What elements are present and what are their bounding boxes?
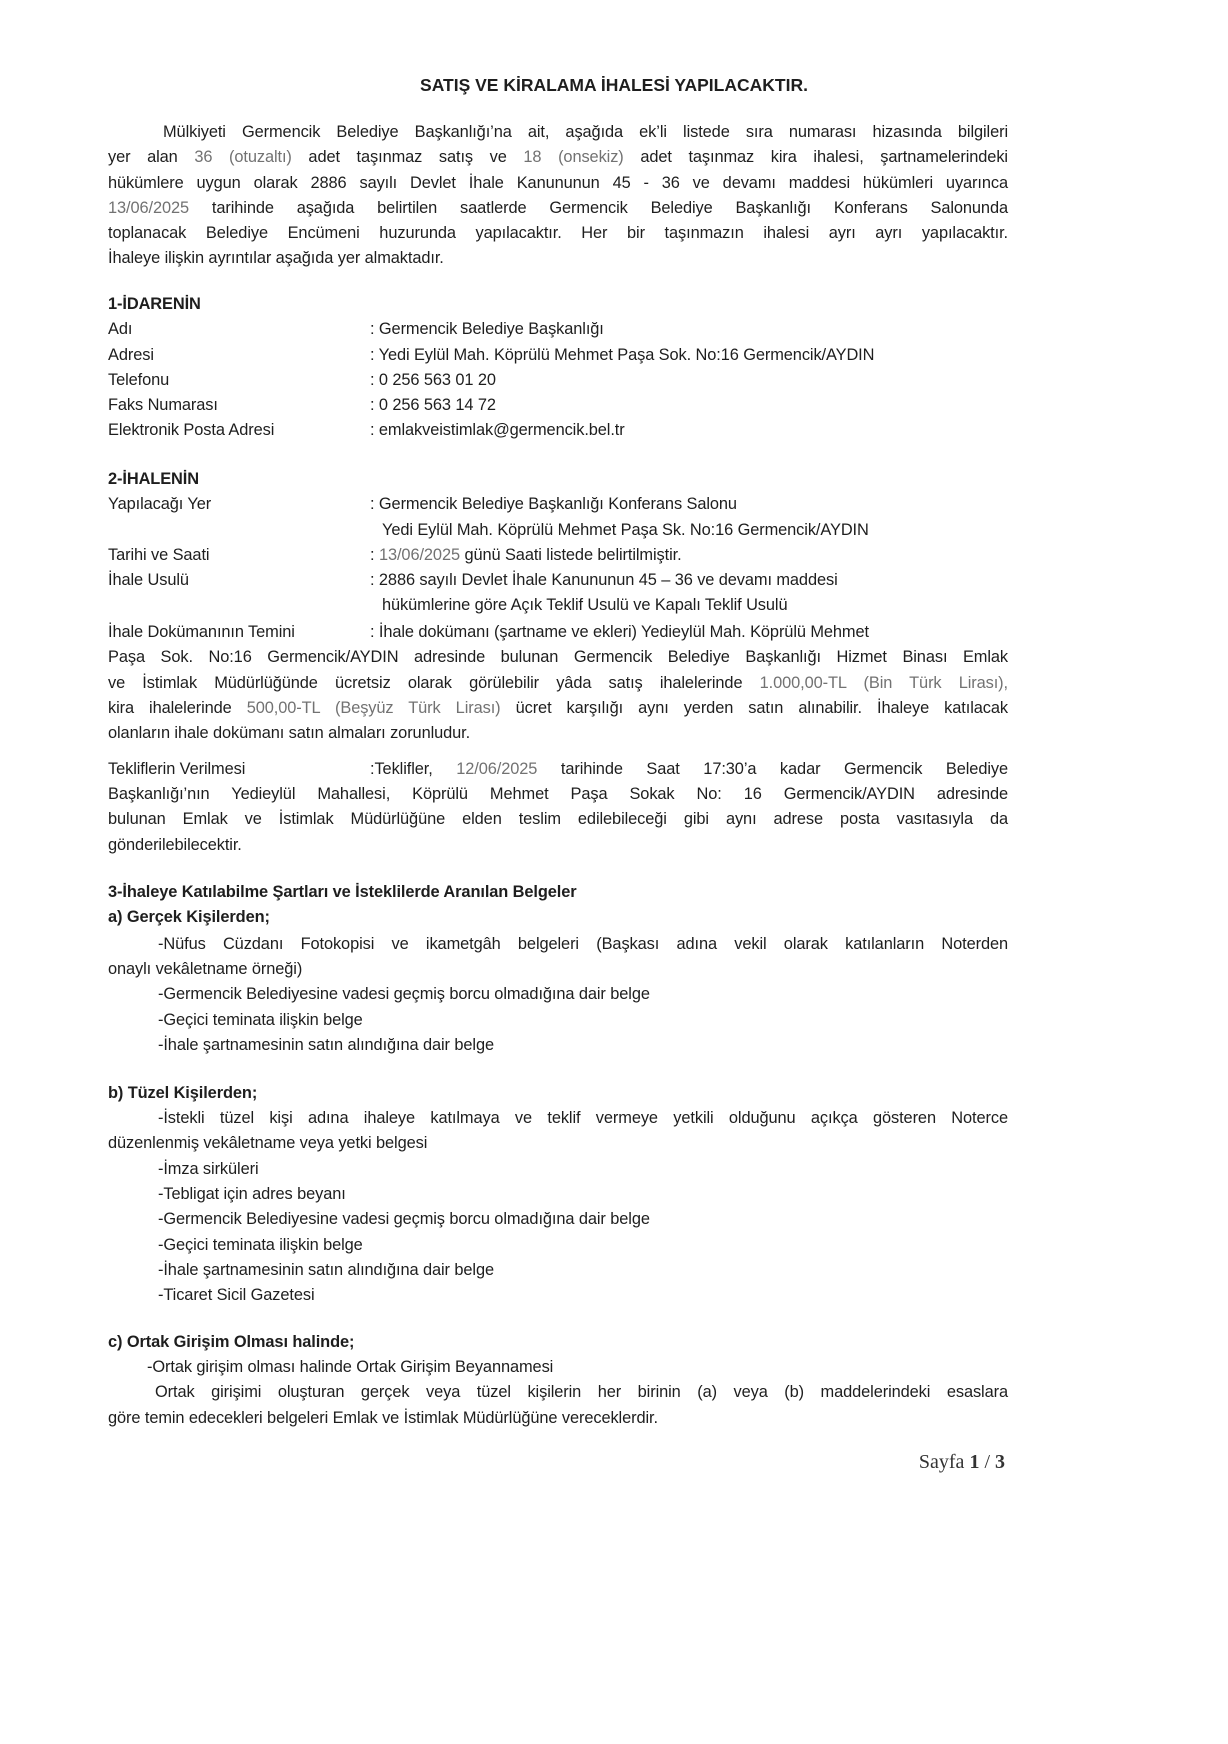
section-idare — [108, 292, 1008, 444]
info-row — [108, 368, 1008, 393]
paragraph-line: Başkanlığı’nın Yedieylül Mahallesi, Köprülü Mehmet Paşa Sokak No: 16 Germencik/AYDIN adresinde — [108, 785, 1008, 804]
paragraph-line — [108, 696, 1008, 721]
list-item: -Germencik Belediyesine vadesi geçmiş borcu olmadığına dair belge — [158, 985, 650, 1004]
intro-text: adet taşınmaz satış ve — [308, 148, 507, 167]
list-item: -Tebligat için adres beyanı — [158, 1185, 346, 1204]
date-note: günü Saati listede belirtilmiştir. — [464, 545, 682, 564]
info-label: Adresi — [108, 345, 154, 364]
subsection-heading: c) Ortak Girişim Olması halinde; — [108, 1332, 355, 1351]
requirement-list — [108, 1106, 1008, 1308]
intro-line: hükümlere uygun olarak 2886 sayılı Devlet İhale Kanununun 45 - 36 ve devamı maddesi hükümleri uyarınca — [108, 173, 1008, 192]
info-value-continued: hükümlerine göre Açık Teklif Usulü ve Kapalı Teklif Usulü — [382, 596, 788, 615]
info-value: : 2886 sayılı Devlet İhale Kanununun 45 – 36 ve devamı maddesi — [370, 571, 838, 590]
offer-deadline-date: 12/06/2025 — [456, 759, 538, 778]
page-label: Sayfa — [918, 1451, 965, 1473]
intro-line: toplanacak Belediye Encümeni huzurunda yapılacaktır. Her bir taşınmazın ihalesi ayrı ayrı yapılacaktır. — [108, 224, 1008, 243]
rent-fee: 500,00-TL (Beşyüz Türk Lirası) — [246, 698, 501, 717]
info-label: Faks Numarası — [108, 396, 218, 415]
paragraph-line: Paşa Sok. No:16 Germencik/AYDIN adresinde bulunan Germencik Belediye Başkanlığı Hizmet Binası Emlak — [108, 648, 1008, 667]
info-value: : Yedi Eylül Mah. Köprülü Mehmet Paşa Sok. No:16 Germencik/AYDIN — [370, 345, 875, 364]
info-row — [108, 418, 1008, 443]
info-value: : Germencik Belediye Başkanlığı Konferans Salonu — [370, 495, 737, 514]
info-label: Yapılacağı Yer — [108, 495, 212, 514]
info-value — [370, 757, 1008, 782]
intro-line — [108, 145, 1008, 170]
section-ihale — [108, 467, 1008, 619]
joint-venture-block — [108, 1330, 1008, 1431]
intro-text: yer alan — [108, 148, 178, 167]
paragraph-line: olanların ihale dokümanı satın almaları zorunludur. — [108, 724, 471, 743]
paragraph-text: ve İstimlak Müdürlüğünde ücretsiz olarak görülebilir yâda satış ihalelerinde — [108, 673, 743, 692]
list-item: -Geçici teminata ilişkin belge — [158, 1235, 363, 1254]
document-body — [108, 120, 1008, 1431]
sale-count: 36 (otuzaltı) — [194, 148, 292, 167]
sale-fee: 1.000,00-TL (Bin Türk Lirası), — [759, 673, 1008, 692]
section-heading: 2-İHALENİN — [108, 469, 199, 488]
info-label: Adı — [108, 320, 133, 339]
rent-count: 18 (onsekiz) — [523, 148, 624, 167]
info-row — [108, 543, 1008, 568]
document-title: SATIŞ VE KİRALAMA İHALESİ YAPILACAKTIR. — [420, 75, 808, 95]
documents-paragraph — [108, 620, 1008, 746]
info-value-continued: Yedi Eylül Mah. Köprülü Mehmet Paşa Sk. No:16 Germencik/AYDIN — [382, 520, 869, 539]
info-label: Elektronik Posta Adresi — [108, 421, 275, 440]
offers-paragraph — [108, 757, 1008, 858]
legal-persons-block — [108, 1081, 1008, 1309]
info-row — [108, 317, 1008, 342]
info-value: : emlakveistimlak@germencik.bel.tr — [370, 421, 625, 440]
real-persons-block — [108, 905, 1008, 1058]
info-value: : İhale dokümanı (şartname ve ekleri) Yedieylül Mah. Köprülü Mehmet — [370, 622, 869, 641]
intro-line: İhaleye ilişkin ayrıntılar aşağıda yer almaktadır. — [108, 249, 444, 268]
subsection-heading: b) Tüzel Kişilerden; — [108, 1083, 258, 1102]
requirement-list — [108, 932, 1008, 1058]
list-item: -Ortak girişim olması halinde Ortak Girişim Beyannamesi — [147, 1358, 554, 1377]
paragraph-line: Ortak girişimi oluşturan gerçek veya tüzel kişilerin her birinin (a) veya (b) maddelerindeki esaslara — [155, 1383, 1008, 1402]
info-row — [108, 393, 1008, 418]
paragraph-line: gönderilebilecektir. — [108, 835, 242, 854]
tender-date: 13/06/2025 — [108, 198, 190, 217]
paragraph-text: :Teklifler, — [370, 759, 433, 778]
info-row — [108, 492, 1008, 517]
info-value: : 0 256 563 14 72 — [370, 396, 496, 415]
list-item-continued: onaylı vekâletname örneği) — [108, 960, 303, 979]
info-row — [108, 343, 1008, 368]
subsection-heading: a) Gerçek Kişilerden; — [108, 908, 270, 927]
info-value — [370, 543, 1008, 568]
page-indicator — [919, 1450, 1005, 1474]
info-label: İhale Dokümanının Temini — [108, 622, 295, 641]
info-row — [108, 757, 1008, 782]
intro-text: adet taşınmaz kira ihalesi, şartnamelerindeki — [640, 148, 1008, 167]
page-separator: / — [984, 1451, 990, 1473]
info-value: : Germencik Belediye Başkanlığı — [370, 320, 604, 339]
colon: : — [370, 545, 375, 564]
paragraph-text: tarihinde Saat 17:30’a kadar Germencik Belediye — [560, 759, 1008, 778]
list-item: -İhale şartnamesinin satın alındığına dair belge — [158, 1260, 494, 1279]
section-heading: 1-İDARENİN — [108, 294, 201, 313]
list-item: -Germencik Belediyesine vadesi geçmiş borcu olmadığına dair belge — [158, 1210, 650, 1229]
paragraph-line: bulunan Emlak ve İstimlak Müdürlüğüne elden teslim edilebileceği gibi aynı adrese posta vasıtasıyla da — [108, 810, 1008, 829]
intro-paragraph — [108, 120, 1008, 272]
list-item: -Geçici teminata ilişkin belge — [158, 1010, 363, 1029]
intro-text: tarihinde aşağıda belirtilen saatlerde Germencik Belediye Başkanlığı Konferans Salonunda — [211, 198, 1008, 217]
list-item: -Nüfus Cüzdanı Fotokopisi ve ikametgâh belgeleri (Başkası adına vekil olarak katılanların Noterden — [158, 934, 1008, 953]
list-item: -Ticaret Sicil Gazetesi — [158, 1286, 315, 1305]
section-heading: 3-İhaleye Katılabilme Şartları ve İsteklilerde Aranılan Belgeler — [108, 882, 577, 901]
tender-date: 13/06/2025 — [378, 545, 460, 564]
list-item-continued: düzenlenmiş vekâletname veya yetki belgesi — [108, 1134, 428, 1153]
page-total: 3 — [995, 1451, 1005, 1473]
info-row — [108, 620, 1008, 645]
list-item: -İmza sirküleri — [158, 1159, 259, 1178]
paragraph-text: kira ihalelerinde — [108, 698, 232, 717]
paragraph-line: göre temin edecekleri belgeleri Emlak ve İstimlak Müdürlüğüne vereceklerdir. — [108, 1408, 658, 1427]
info-row — [108, 568, 1008, 593]
info-label: Tekliflerin Verilmesi — [108, 759, 246, 778]
page-number: 1 — [969, 1451, 980, 1473]
intro-line: Mülkiyeti Germencik Belediye Başkanlığı’na ait, aşağıda ek’li listede sıra numarası hizasında bilgileri — [163, 123, 1008, 141]
paragraph-line — [108, 671, 1008, 696]
info-value: : 0 256 563 01 20 — [370, 370, 496, 389]
intro-line — [108, 196, 1008, 221]
list-item: -İstekli tüzel kişi adına ihaleye katılmaya ve teklif vermeye yetkili olduğunu açıkça gösteren Noterce — [158, 1109, 1008, 1128]
info-label: Telefonu — [108, 370, 170, 389]
info-label: Tarihi ve Saati — [108, 545, 210, 564]
paragraph-text: ücret karşılığı aynı yerden satın alınabilir. İhaleye katılacak — [515, 698, 1008, 717]
list-item: -İhale şartnamesinin satın alındığına dair belge — [158, 1036, 494, 1055]
info-label: İhale Usulü — [108, 571, 189, 590]
